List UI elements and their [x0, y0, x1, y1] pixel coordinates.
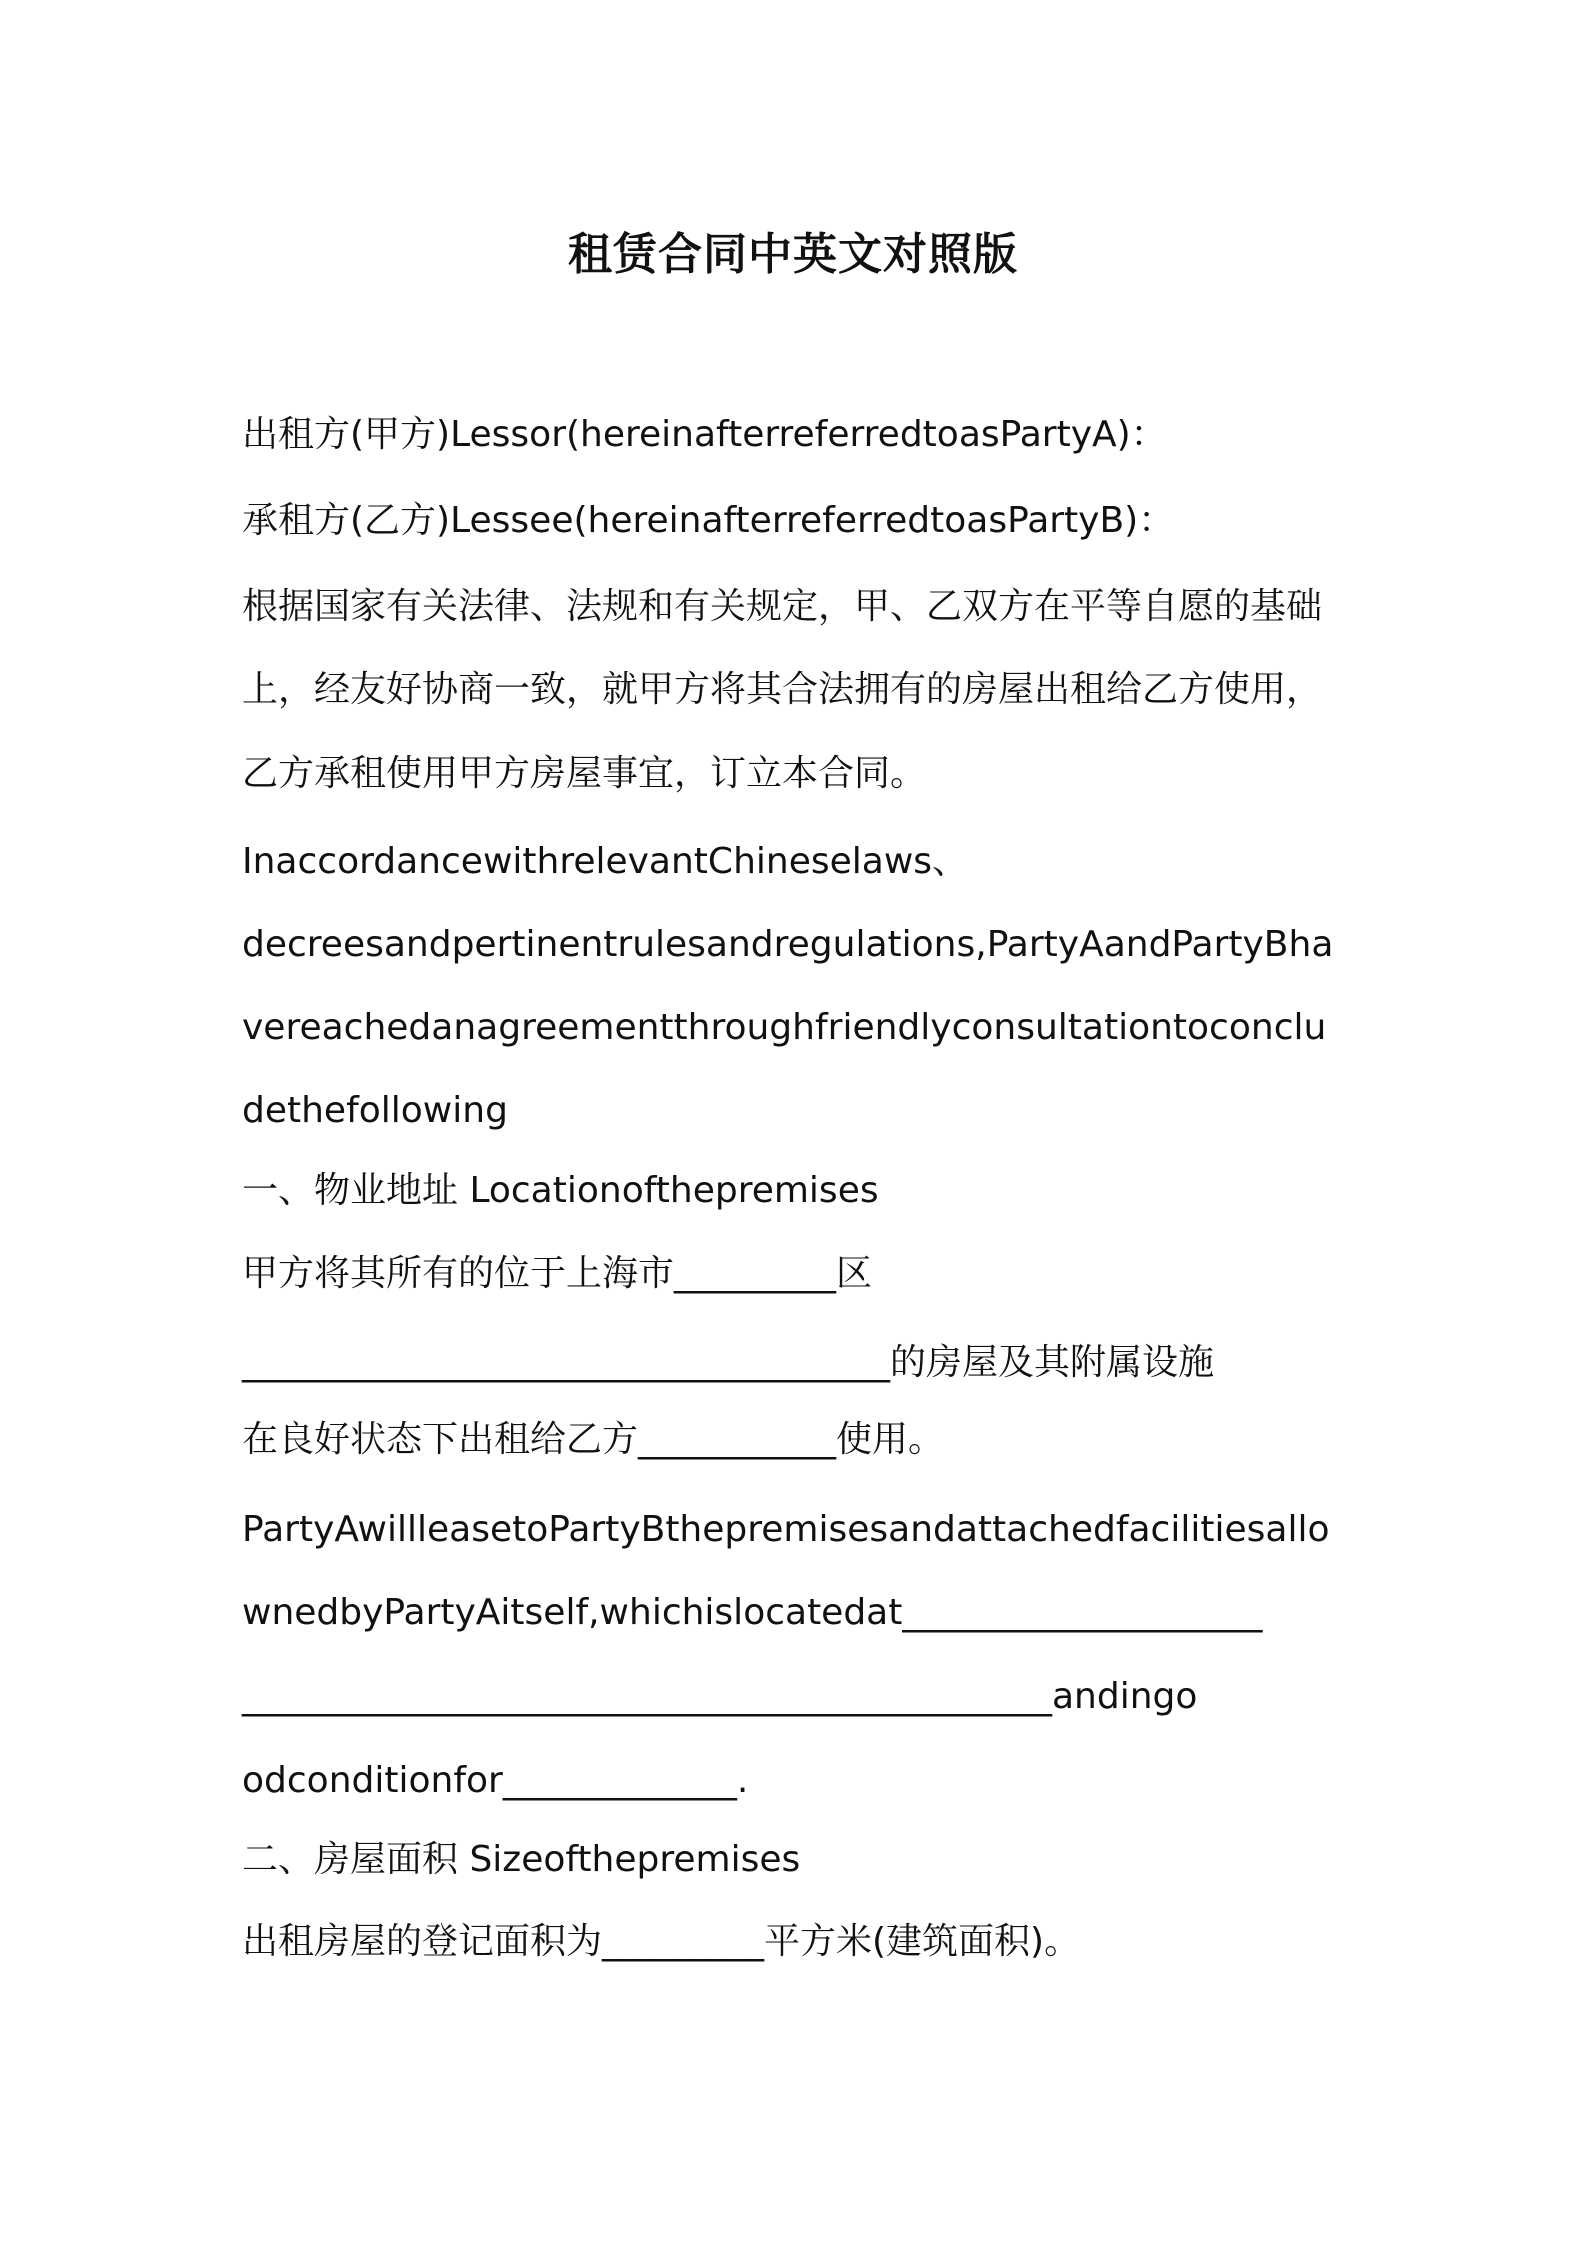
section-1-zh-line-2: ____________________________________的房屋及其附属设施 [242, 1342, 1215, 1383]
preamble-zh-line-2: 上，经友好协商一致，就甲方将其合法拥有的房屋出租给乙方使用， [242, 669, 1323, 710]
section-1-heading: 一、物业地址 Locationofthepremises [242, 1170, 879, 1211]
section-1-zh-line-1: 甲方将其所有的位于上海市_________区 [242, 1253, 873, 1294]
lessee-line: 承租方(乙方)Lessee(hereinafterreferredtoasPartyB)： [242, 500, 1175, 541]
preamble-en-line-2: decreesandpertinentrulesandregulations,PartyAandPartyBha [242, 924, 1334, 965]
lessor-line: 出租方(甲方)Lessor(hereinafterreferredtoasPartyA)： [242, 414, 1167, 455]
section-1-en-line-3: _____________________________________________andingo [242, 1676, 1198, 1717]
section-2-zh-line-1: 出租房屋的登记面积为_________平方米(建筑面积)。 [242, 1921, 1081, 1962]
preamble-en-line-1: InaccordancewithrelevantChineselaws、 [242, 841, 969, 882]
preamble-zh-line-3: 乙方承租使用甲方房屋事宜，订立本合同。 [242, 753, 927, 794]
section-1-en-line-1: PartyAwillleasetoPartyBthepremisesandattachedfacilitiesallo [242, 1509, 1330, 1550]
document-title: 租赁合同中英文对照版 [568, 229, 1018, 280]
section-1-en-line-2: wnedbyPartyAitself,whichislocatedat____________________ [242, 1592, 1263, 1633]
section-1-zh-line-3: 在良好状态下出租给乙方___________使用。 [242, 1419, 945, 1460]
section-1-en-line-4: odconditionfor_____________. [242, 1760, 749, 1801]
preamble-en-line-3: vereachedanagreementthroughfriendlyconsultationtoconclu [242, 1007, 1327, 1048]
preamble-en-line-4: dethefollowing [242, 1090, 508, 1131]
preamble-zh-line-1: 根据国家有关法律、法规和有关规定，甲、乙双方在平等自愿的基础 [242, 586, 1323, 627]
section-2-heading: 二、房屋面积 Sizeofthepremises [242, 1839, 801, 1880]
